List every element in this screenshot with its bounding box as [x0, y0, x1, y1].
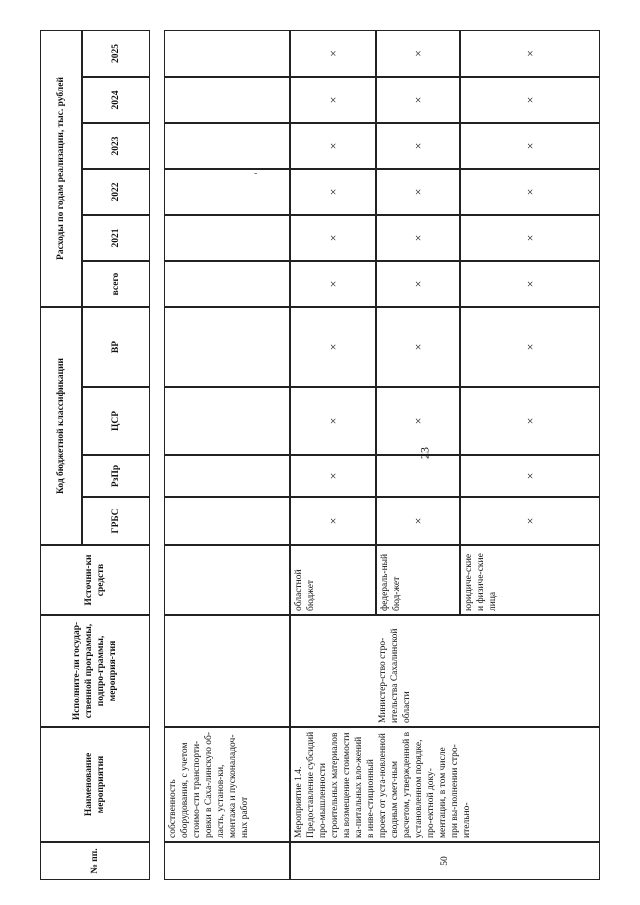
cross-mark: ×	[326, 417, 340, 425]
measure-executor: Министер-ство стро-ительства Сахалинской области	[378, 628, 412, 723]
mark-2023	[290, 123, 376, 169]
budget-table	[40, 30, 600, 880]
mark-2021	[460, 215, 600, 261]
header-expense-group: Расходы по годам реализации, тыс. рублей	[40, 30, 82, 307]
cross-mark: ×	[523, 472, 537, 480]
cross-mark: ×	[411, 142, 425, 150]
mark-total	[290, 261, 376, 307]
cross-mark: ×	[523, 96, 537, 104]
mark-grbs	[376, 497, 460, 545]
cross-mark: ×	[411, 343, 425, 351]
cross-mark: ×	[523, 280, 537, 288]
measure-name: Мероприятие 1.4. Предоставление субсидий про-мышленности строительных материалов на возмещение стоимости ка-питальных вло-жений в инве-стиционный проект от уста-новленной сводным смет-ным расчетом, утвержденной в установленном порядке, про-ектной доку-ментации, в том числе при вы-полнении стро-ительно-	[290, 727, 600, 842]
header-grbs: ГРБС	[82, 497, 150, 545]
mark-2025	[376, 30, 460, 77]
cross-mark: ×	[326, 234, 340, 242]
cross-mark: ×	[326, 472, 340, 480]
cross-mark: ×	[411, 96, 425, 104]
mark-2024	[290, 77, 376, 123]
mark-rzpr	[290, 455, 376, 497]
header-budget-group: Код бюджетной классификации	[40, 307, 82, 545]
cross-mark: ×	[411, 417, 425, 425]
cross-mark: ×	[523, 417, 537, 425]
mark-csr	[290, 387, 376, 455]
header-2023: 2023	[82, 123, 150, 169]
mark-total	[460, 261, 600, 307]
mark-2022	[376, 169, 460, 215]
mark-total	[376, 261, 460, 307]
header-num: № пп.	[40, 842, 150, 880]
continuation-executor	[164, 615, 290, 727]
cross-mark: ×	[326, 280, 340, 288]
continuation-source	[164, 545, 290, 615]
header-2025: 2025	[82, 30, 150, 77]
mark-vr	[376, 307, 460, 387]
header-csr: ЦСР	[82, 387, 150, 455]
mark-2023	[376, 123, 460, 169]
cross-mark: ×	[326, 188, 340, 196]
header-2024: 2024	[82, 77, 150, 123]
header-2021: 2021	[82, 215, 150, 261]
source-label: областной бюджет	[290, 545, 376, 615]
continuation-csr	[164, 387, 290, 455]
mark-2021	[290, 215, 376, 261]
continuation-grbs	[164, 497, 290, 545]
stray-mark: -	[254, 168, 258, 179]
mark-2022	[460, 169, 600, 215]
measure-executor-cell	[290, 615, 600, 727]
cross-mark: ×	[326, 343, 340, 351]
cross-mark: ×	[411, 280, 425, 288]
header-rzpr: РзПр	[82, 455, 150, 497]
mark-csr	[376, 387, 460, 455]
cross-mark: ×	[411, 50, 425, 57]
mark-vr	[460, 307, 600, 387]
row-number: 50	[290, 842, 600, 880]
mark-2023	[460, 123, 600, 169]
cross-mark: ×	[523, 234, 537, 242]
cross-mark: ×	[411, 234, 425, 242]
continuation-2023	[164, 123, 290, 169]
continuation-rzpr	[164, 455, 290, 497]
continuation-2025	[164, 30, 290, 77]
cross-mark: ×	[411, 517, 425, 525]
header-total: всего	[82, 261, 150, 307]
mark-2021	[376, 215, 460, 261]
mark-csr	[460, 387, 600, 455]
continuation-total	[164, 261, 290, 307]
continuation-name: собственность оборудования, с учетом стоимо-сти транспорти-ровки в Саха-линскую об-ласть, установ-ки, монтажа и пусконаладоч-ных работ	[164, 727, 290, 842]
mark-2024	[460, 77, 600, 123]
mark-grbs	[290, 497, 376, 545]
header-source: Источни-ки средств	[40, 545, 150, 615]
continuation-num	[164, 842, 290, 880]
continuation-vr	[164, 307, 290, 387]
cross-mark: ×	[523, 188, 537, 196]
mark-vr	[290, 307, 376, 387]
cross-mark: ×	[523, 517, 537, 525]
cross-mark: ×	[411, 188, 425, 196]
cross-mark: ×	[523, 142, 537, 150]
mark-rzpr	[376, 455, 460, 497]
mark-2025	[290, 30, 376, 77]
continuation-2024	[164, 77, 290, 123]
cross-mark: ×	[523, 343, 537, 351]
mark-2025	[460, 30, 600, 77]
cross-mark: ×	[523, 50, 537, 57]
header-vr: ВР	[82, 307, 150, 387]
cross-mark: ×	[326, 517, 340, 525]
cross-mark: ×	[326, 50, 340, 57]
cross-mark: ×	[326, 142, 340, 150]
page-number: 23	[417, 447, 432, 459]
header-executor: Исполните-ли государ-ственной программы, подпро-граммы, мероприя-тия	[40, 615, 150, 727]
cross-mark: ×	[326, 96, 340, 104]
continuation-2021	[164, 215, 290, 261]
mark-2022	[290, 169, 376, 215]
header-name: Наименование мероприятия	[40, 727, 150, 842]
continuation-2022	[164, 169, 290, 215]
mark-grbs	[460, 497, 600, 545]
header-2022: 2022	[82, 169, 150, 215]
mark-rzpr	[460, 455, 600, 497]
source-label: юридиче-ские и физиче-ские лица	[460, 545, 600, 615]
mark-2024	[376, 77, 460, 123]
source-label: федераль-ный бюд-жет	[376, 545, 460, 615]
